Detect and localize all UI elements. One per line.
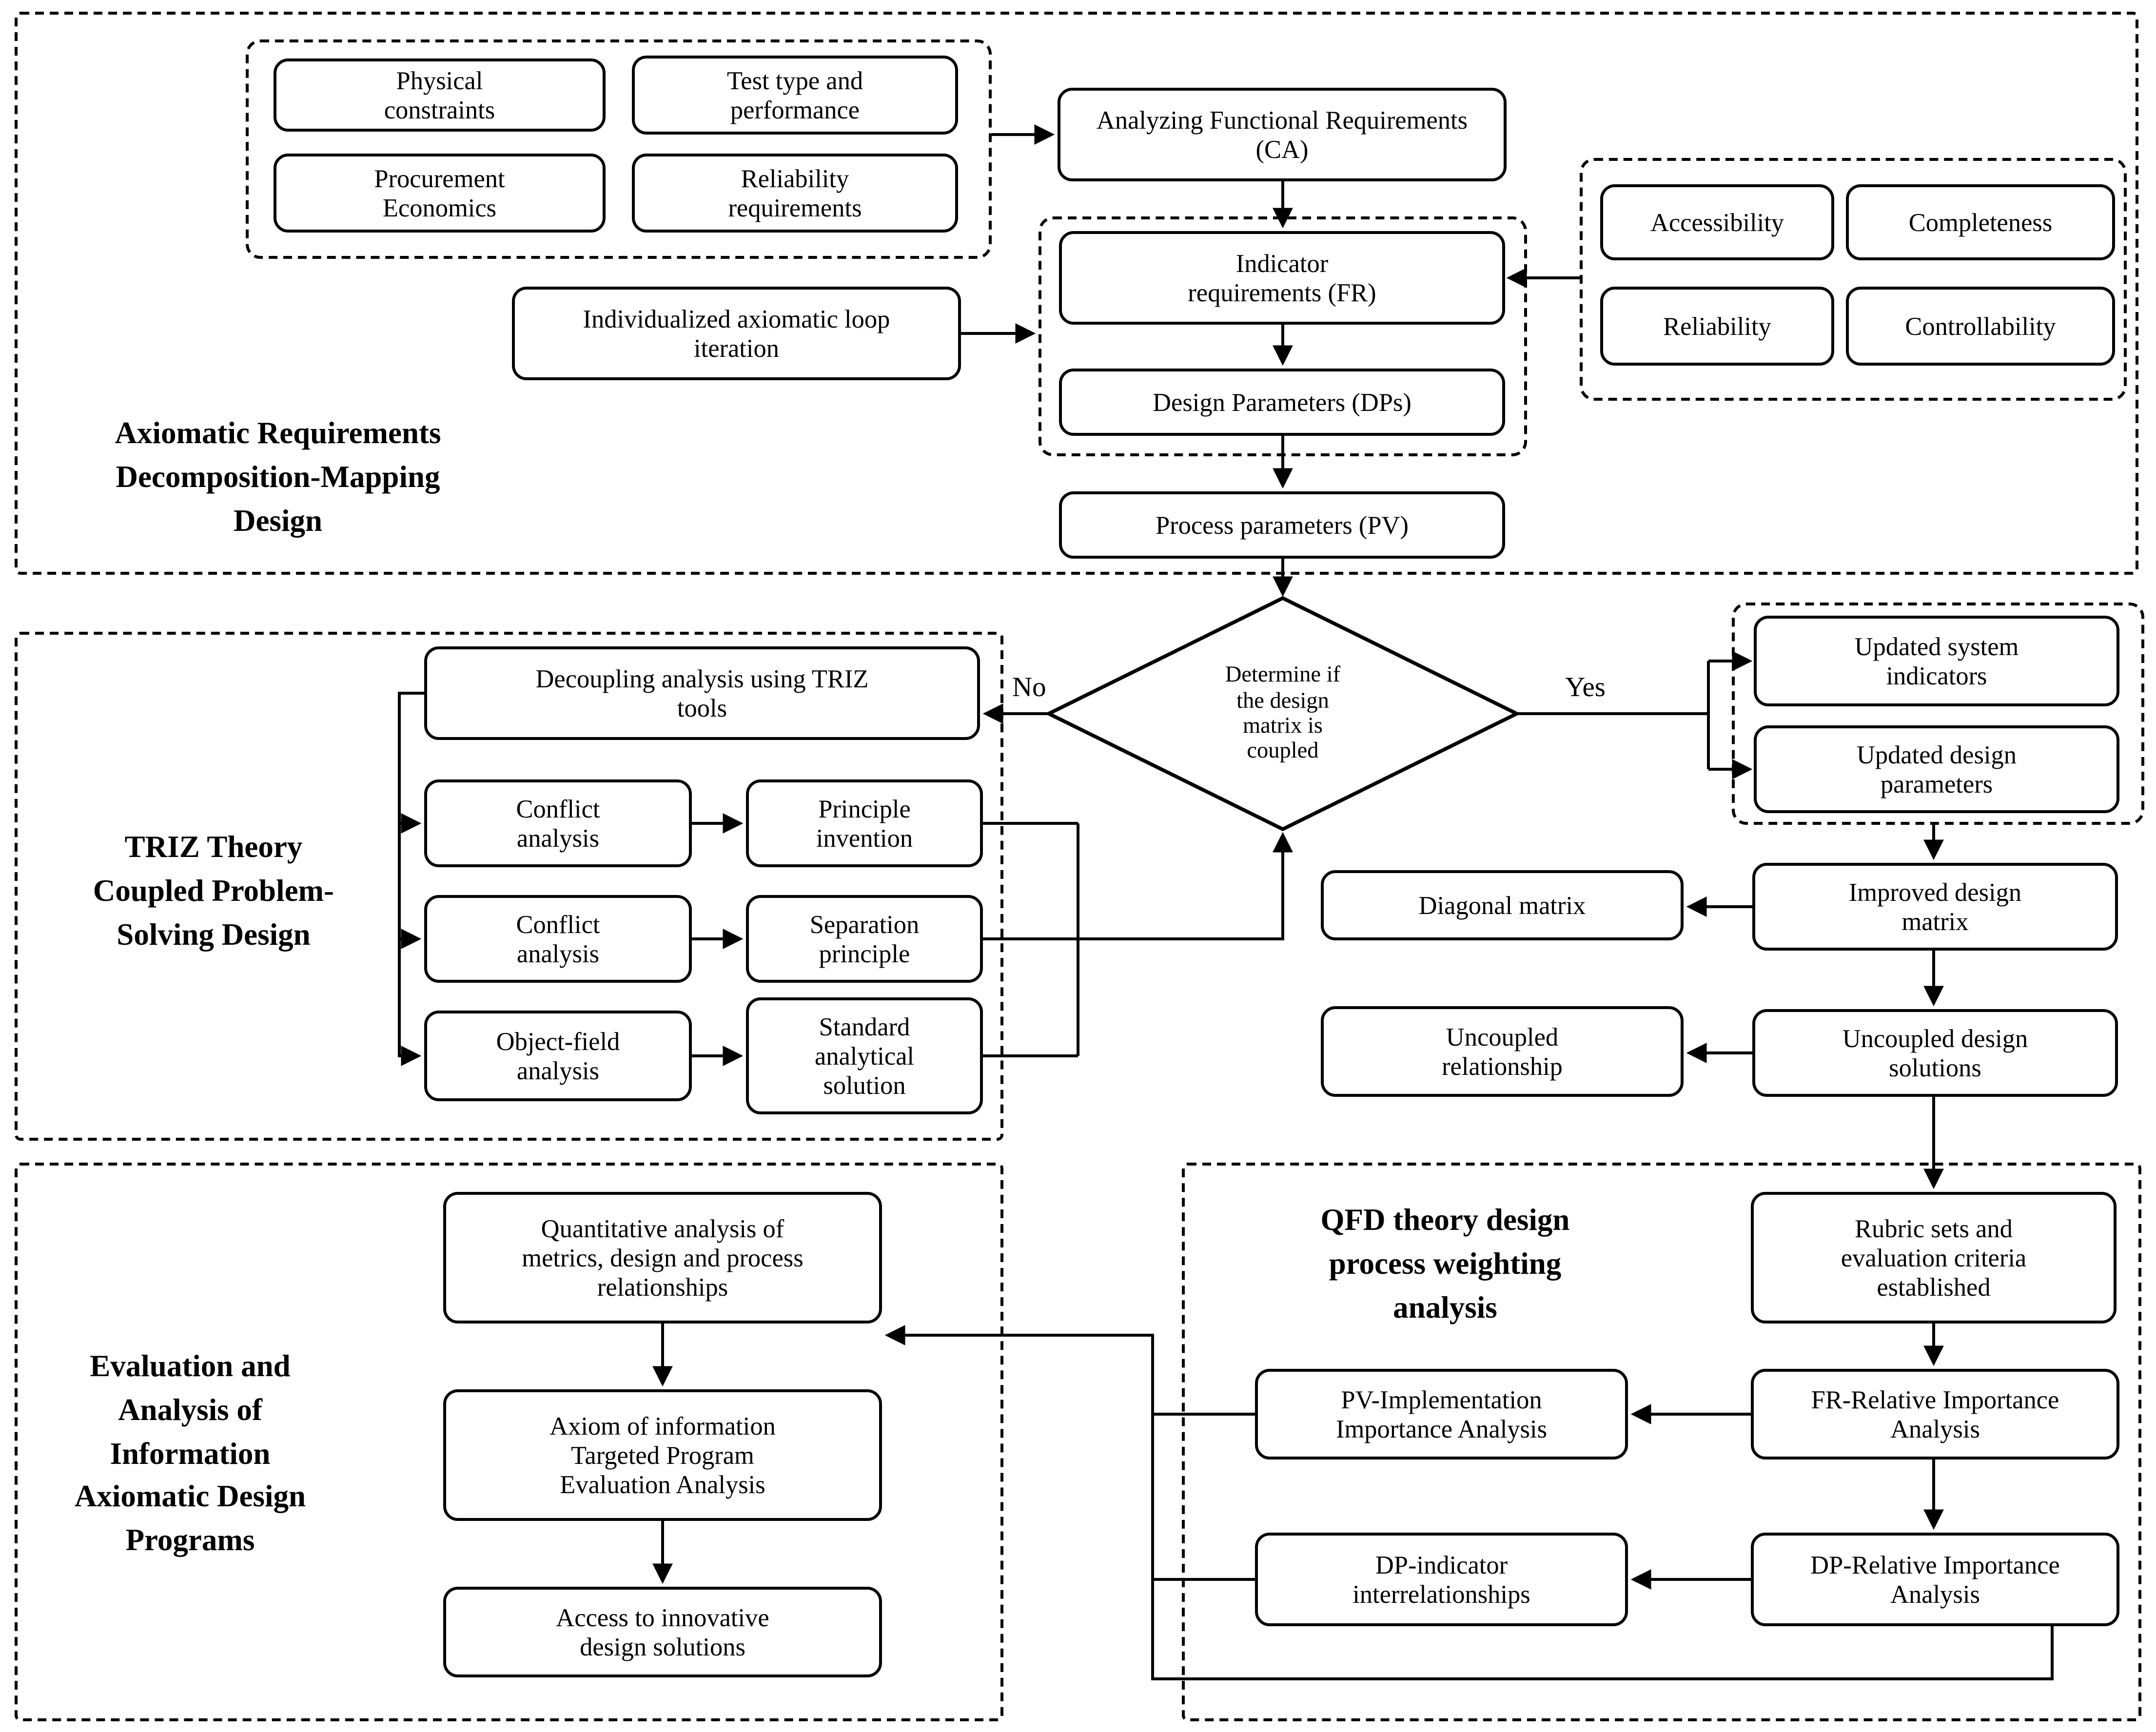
node-pv-implementation-importance xyxy=(1255,1369,1628,1460)
section-title-evaluation: Evaluation and Analysis of Information Axiomatic Design Programs xyxy=(74,1348,306,1558)
node-physical-constraints xyxy=(274,58,606,132)
node-quantitative-analysis xyxy=(443,1192,882,1323)
node-object-field-analysis xyxy=(424,1011,692,1101)
node-indicator-requirements xyxy=(1059,231,1505,325)
node-dp-relative-importance-label: DP-Relative Importance Analysis xyxy=(1810,1550,2060,1609)
node-updated-design-parameters xyxy=(1754,725,2119,813)
node-standard-analytical-solution xyxy=(746,997,983,1114)
node-decision xyxy=(1195,658,1371,769)
node-physical-constraints-label: Physical constraints xyxy=(384,65,495,124)
node-pv-implementation-importance-label: PV-Implementation Importance Analysis xyxy=(1335,1384,1548,1443)
node-reliability xyxy=(1600,287,1834,366)
node-updated-design-parameters-label: Updated design parameters xyxy=(1856,740,2017,798)
section-title-triz: TRIZ Theory Coupled Problem-Solving Design xyxy=(93,829,334,952)
node-completeness xyxy=(1846,184,2115,260)
node-design-parameters-label: Design Parameters (DPs) xyxy=(1153,387,1411,417)
node-conflict-analysis-2-label: Conflict analysis xyxy=(516,909,600,968)
node-accessibility-label: Accessibility xyxy=(1650,207,1784,237)
node-analyzing-functional-requirements xyxy=(1058,88,1507,181)
node-axiom-of-information xyxy=(443,1389,882,1521)
node-access-innovative-solutions xyxy=(443,1587,882,1677)
node-rubric-sets xyxy=(1751,1192,2117,1323)
section-title-qfd: QFD theory design process weighting analysis xyxy=(1320,1202,1570,1324)
node-loop-iteration xyxy=(512,287,961,380)
node-procurement-economics xyxy=(274,154,606,233)
node-separation-principle xyxy=(746,895,983,983)
node-uncoupled-relationship-label: Uncoupled relationship xyxy=(1442,1022,1563,1081)
node-improved-design-matrix xyxy=(1752,863,2118,951)
label-yes: Yes xyxy=(1565,673,1606,703)
node-procurement-economics-label: Procurement Economics xyxy=(374,163,505,222)
node-principle-invention xyxy=(746,779,983,867)
node-access-innovative-solutions-label: Access to innovative design solutions xyxy=(556,1602,769,1661)
node-dp-relative-importance xyxy=(1751,1533,2119,1626)
node-controllability xyxy=(1846,287,2115,366)
node-decoupling-analysis-label: Decoupling analysis using TRIZ tools xyxy=(535,663,869,722)
node-diagonal-matrix-label: Diagonal matrix xyxy=(1418,890,1586,920)
node-dp-indicator-interrelationships xyxy=(1255,1533,1628,1626)
node-process-parameters-label: Process parameters (PV) xyxy=(1155,510,1409,540)
node-axiom-of-information-label: Axiom of information Targeted Program Evaluation Analysis xyxy=(549,1410,776,1499)
node-separation-principle-label: Separation principle xyxy=(809,909,920,968)
node-conflict-analysis-1 xyxy=(424,779,692,867)
node-accessibility xyxy=(1600,184,1834,260)
node-rubric-sets-label: Rubric sets and evaluation criteria established xyxy=(1841,1213,2027,1302)
node-dp-indicator-interrelationships-label: DP-indicator interrelationships xyxy=(1352,1550,1530,1609)
node-design-parameters xyxy=(1059,369,1505,436)
node-reliability-requirements xyxy=(632,154,958,233)
node-fr-relative-importance-label: FR-Relative Importance Analysis xyxy=(1811,1384,2059,1443)
node-updated-system-indicators xyxy=(1754,616,2119,706)
node-completeness-label: Completeness xyxy=(1908,207,2053,237)
node-controllability-label: Controllability xyxy=(1905,311,2056,341)
node-uncoupled-design-solutions-label: Uncoupled design solutions xyxy=(1842,1023,2028,1082)
node-reliability-label: Reliability xyxy=(1663,311,1771,341)
node-test-type xyxy=(632,56,958,135)
node-uncoupled-relationship xyxy=(1321,1006,1684,1097)
node-updated-system-indicators-label: Updated system indicators xyxy=(1854,631,2019,690)
section-title-axiomatic: Axiomatic Requirements Decomposition-Mapping Design xyxy=(115,415,441,538)
node-quantitative-analysis-label: Quantitative analysis of metrics, design and process relationships xyxy=(522,1213,804,1302)
node-indicator-requirements-label: Indicator requirements (FR) xyxy=(1188,248,1376,307)
node-object-field-analysis-label: Object-field analysis xyxy=(496,1026,620,1085)
node-improved-design-matrix-label: Improved design matrix xyxy=(1848,877,2022,936)
node-standard-analytical-solution-label: Standard analytical solution xyxy=(814,1011,915,1100)
node-uncoupled-design-solutions xyxy=(1752,1009,2118,1097)
node-analyzing-functional-requirements-label: Analyzing Functional Requirements (CA) xyxy=(1096,105,1468,164)
node-process-parameters xyxy=(1059,491,1505,559)
node-diagonal-matrix xyxy=(1321,870,1684,940)
node-conflict-analysis-1-label: Conflict analysis xyxy=(516,794,600,853)
node-principle-invention-label: Principle invention xyxy=(816,794,913,853)
node-loop-iteration-label: Individualized axiomatic loop iteration xyxy=(583,304,890,363)
node-conflict-analysis-2 xyxy=(424,895,692,983)
node-test-type-label: Test type and performance xyxy=(726,65,863,124)
node-decoupling-analysis xyxy=(424,646,980,740)
node-reliability-requirements-label: Reliability requirements xyxy=(728,163,862,222)
node-decision-label: Determine if the design matrix is coupled xyxy=(1225,662,1341,764)
label-no: No xyxy=(1012,673,1046,703)
node-fr-relative-importance xyxy=(1751,1369,2119,1460)
